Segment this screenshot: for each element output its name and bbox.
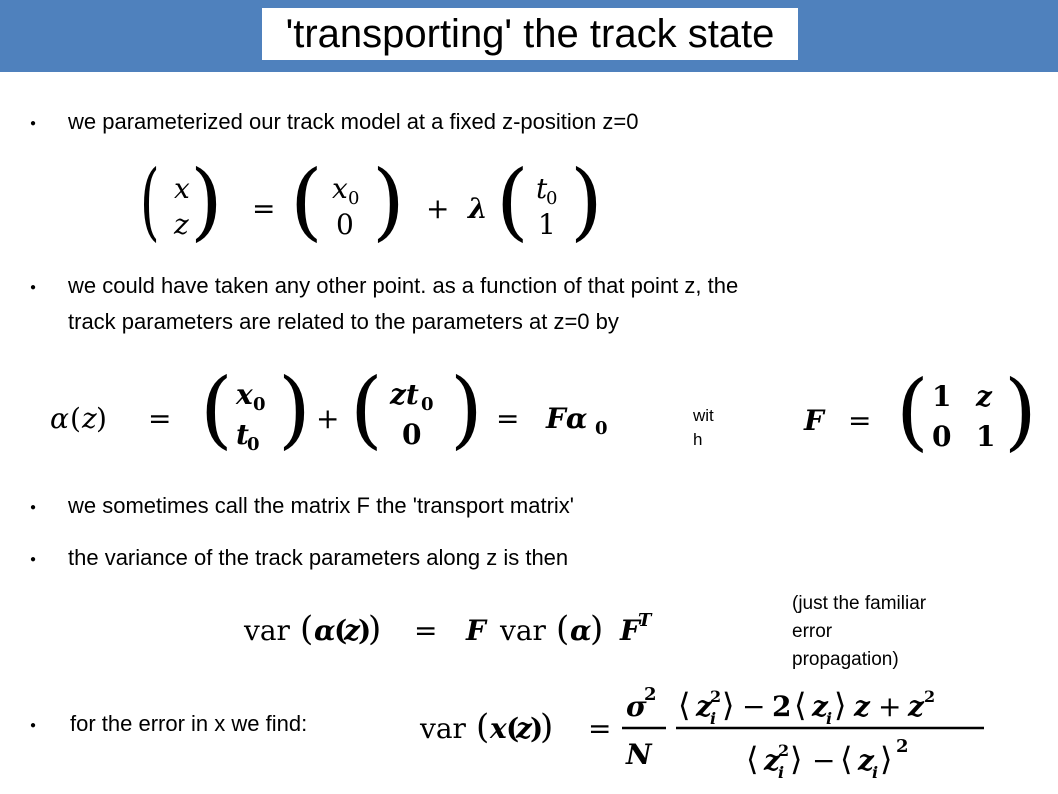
svg-text:): ): [368, 609, 382, 649]
svg-text:(: (: [300, 609, 314, 649]
svg-text:(: (: [496, 152, 529, 250]
svg-text:z: z: [812, 690, 828, 723]
svg-text:α: α: [314, 614, 336, 647]
svg-text:2: 2: [778, 741, 790, 760]
svg-text:z: z: [696, 690, 712, 723]
svg-text:(: (: [476, 707, 490, 747]
svg-text:2: 2: [710, 687, 722, 706]
svg-text:λ: λ: [468, 192, 488, 225]
slide-title: 'transporting' the track state: [262, 8, 798, 60]
svg-text:=: =: [148, 402, 172, 435]
svg-text:0: 0: [402, 418, 422, 451]
svg-text:(: (: [334, 614, 348, 647]
svg-text:z: z: [908, 690, 924, 723]
svg-text:z: z: [82, 402, 97, 435]
svg-text:2: 2: [924, 687, 936, 706]
svg-text:var: var: [244, 614, 290, 647]
svg-text:z: z: [976, 380, 992, 413]
bullet-text-line-2: track parameters are related to the parameters at z=0 by: [68, 309, 619, 334]
svg-text:+: +: [316, 402, 340, 435]
svg-text:i: i: [826, 709, 833, 728]
equation-variance-propagation: [244, 604, 684, 656]
equation-error-in-x: [420, 678, 1000, 786]
title-bar: [0, 0, 1058, 72]
svg-text:t: t: [236, 418, 249, 451]
svg-text:σ: σ: [626, 690, 647, 723]
bullet-dot: ●: [30, 118, 37, 129]
svg-text:T: T: [638, 610, 652, 631]
svg-text:(: (: [556, 609, 570, 649]
svg-text:(: (: [896, 362, 929, 460]
bullet-5: [30, 708, 430, 740]
note-line-1: (just the familiar: [792, 593, 927, 614]
with-label-line-1: wit: [693, 406, 714, 425]
svg-text:⟩: ⟩: [880, 740, 893, 778]
svg-text:0: 0: [247, 434, 260, 455]
bullet-1: [30, 106, 930, 138]
svg-text:i: i: [778, 763, 785, 782]
svg-text:0: 0: [348, 188, 360, 209]
svg-text:): ): [540, 707, 554, 747]
svg-text:z: z: [854, 690, 870, 723]
with-label: [693, 404, 733, 452]
svg-text:⟩: ⟩: [834, 686, 847, 724]
svg-text:i: i: [872, 763, 879, 782]
svg-text:): ): [372, 152, 405, 250]
svg-text:⟩: ⟩: [722, 686, 735, 724]
svg-text:(: (: [70, 402, 81, 435]
svg-text:z: z: [858, 744, 874, 777]
svg-text:): ): [278, 360, 311, 458]
svg-text:): ): [570, 152, 603, 250]
bullet-2: [30, 270, 1030, 334]
svg-text:2: 2: [896, 736, 909, 757]
svg-text:N: N: [626, 738, 652, 771]
svg-text:−: −: [742, 690, 766, 723]
svg-text:x: x: [332, 172, 348, 205]
svg-text:+: +: [878, 690, 902, 723]
svg-text:⟨: ⟨: [678, 686, 691, 724]
svg-text:t: t: [536, 172, 548, 205]
svg-text:=: =: [588, 712, 612, 745]
svg-text:α: α: [570, 614, 592, 647]
bullet-text: for the error in x we find:: [70, 711, 308, 736]
svg-text:zt: zt: [390, 378, 419, 411]
bullet-text: we parameterized our track model at a fixed z-position z=0: [68, 109, 639, 134]
svg-text:(: (: [290, 152, 323, 250]
svg-text:z: z: [516, 712, 532, 745]
svg-text:): ): [450, 360, 483, 458]
svg-text:x: x: [490, 712, 507, 745]
svg-text:0: 0: [932, 420, 952, 453]
svg-text:0: 0: [421, 394, 434, 415]
equation-alpha-z: [50, 360, 630, 462]
bullet-dot: ●: [30, 720, 37, 731]
svg-text:−: −: [812, 744, 836, 777]
bullet-dot: ●: [30, 502, 37, 513]
equation-transport-matrix: [800, 362, 1040, 462]
svg-text:1: 1: [538, 208, 556, 241]
bullet-dot: ●: [30, 554, 37, 565]
svg-text:): ): [358, 614, 372, 647]
svg-text:Fα: Fα: [546, 402, 588, 435]
note-error-propagation: [792, 590, 1012, 674]
svg-text:F: F: [620, 614, 640, 647]
svg-text:): ): [590, 609, 604, 649]
svg-text:=: =: [414, 614, 438, 647]
svg-text:(: (: [350, 360, 383, 458]
svg-text:var: var: [420, 712, 466, 745]
svg-text:0: 0: [546, 188, 558, 209]
svg-text:⟩: ⟩: [790, 740, 803, 778]
bullet-text-line-1: we could have taken any other point. as a function of that point z, the: [68, 273, 739, 298]
svg-text:z: z: [764, 744, 780, 777]
bullet-text: the variance of the track parameters along z is then: [68, 545, 569, 570]
equation-line-parameterization: [140, 152, 610, 252]
svg-text:⟨: ⟨: [746, 740, 759, 778]
bullet-4: [30, 542, 930, 574]
svg-text:1: 1: [976, 420, 996, 453]
bullet-text: we sometimes call the matrix F the 'transport matrix': [68, 493, 574, 518]
svg-text:⟨: ⟨: [794, 686, 807, 724]
svg-text:0: 0: [253, 394, 266, 415]
with-label-line-2: h: [693, 430, 703, 449]
svg-text:x: x: [174, 172, 190, 205]
svg-text:): ): [190, 152, 223, 250]
svg-text:=: =: [848, 404, 872, 437]
svg-text:⟨: ⟨: [840, 740, 853, 778]
svg-text:x: x: [236, 378, 253, 411]
svg-text:): ): [530, 712, 544, 745]
svg-text:(: (: [140, 153, 160, 251]
svg-text:2: 2: [644, 684, 657, 705]
svg-text:z: z: [344, 614, 360, 647]
bullet-dot: ●: [30, 282, 37, 293]
note-line-2: error: [792, 621, 833, 642]
svg-text:0: 0: [336, 208, 354, 241]
svg-text:2: 2: [772, 690, 792, 723]
svg-text:z: z: [174, 208, 189, 241]
svg-text:0: 0: [595, 418, 608, 439]
svg-text:1: 1: [932, 380, 952, 413]
note-line-3: propagation): [792, 649, 899, 670]
svg-text:=: =: [252, 192, 276, 225]
svg-text:=: =: [496, 402, 520, 435]
bullet-3: [30, 490, 930, 522]
svg-text:var: var: [500, 614, 546, 647]
svg-text:+: +: [426, 192, 450, 225]
svg-text:(: (: [200, 360, 233, 458]
svg-text:): ): [96, 402, 107, 435]
svg-text:): ): [1004, 362, 1037, 460]
svg-text:F: F: [466, 614, 486, 647]
svg-text:α: α: [50, 402, 69, 435]
svg-text:(: (: [506, 712, 520, 745]
svg-text:F: F: [804, 404, 824, 437]
svg-text:i: i: [710, 709, 717, 728]
